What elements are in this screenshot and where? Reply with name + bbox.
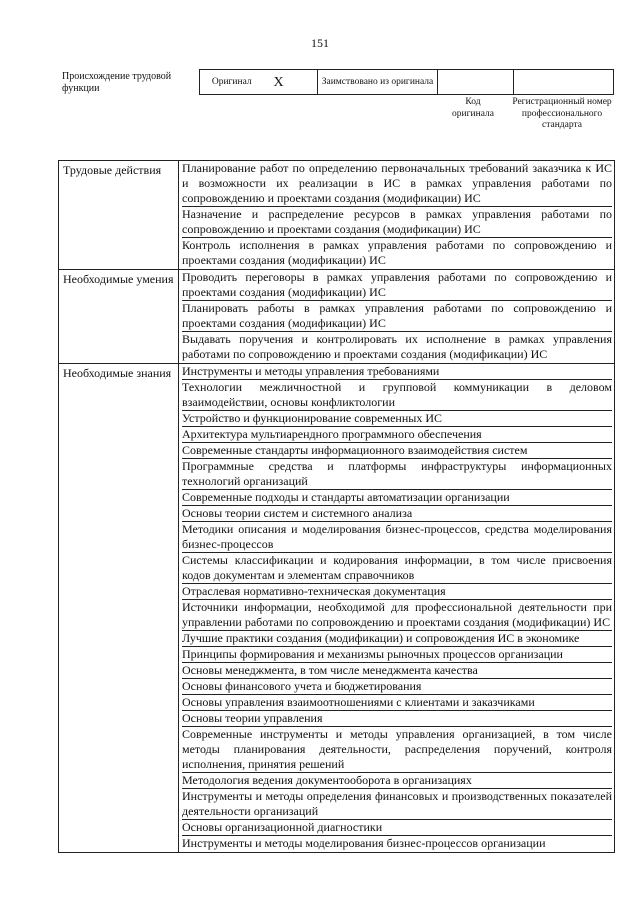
list-item: Основы организационной диагностики — [182, 819, 612, 835]
list-item: Современные инструменты и методы управления организацией, в том числе методы планирования деятельности, распределения поручений, контроля исполнения, принятия решений — [182, 727, 612, 771]
list-item: Назначение и распределение ресурсов в рамках управления работами по сопровождению и проектами создания (модификации) ИС — [182, 207, 612, 236]
list-item: Инструменты и методы моделирования бизнес-процессов организации — [182, 835, 612, 851]
section-items — [179, 270, 615, 364]
original-mark: X — [264, 70, 318, 95]
reg-number-cell — [514, 70, 614, 95]
code-cell — [438, 70, 514, 95]
list-item: Планировать работы в рамках управления работами по сопровождению и проектами создания (модификации) ИС — [182, 301, 612, 330]
list-item: Основы теории систем и системного анализа — [182, 505, 612, 521]
list-item: Основы теории управления — [182, 710, 612, 726]
list-item: Выдавать поручения и контролировать их исполнение в рамках управления работами по сопровождению и проектами создания (модификации) ИС — [182, 332, 612, 361]
list-item: Инструменты и методы определения финансовых и производственных показателей деятельности организаций — [182, 789, 612, 818]
section-items — [179, 364, 615, 853]
list-item: Принципы формирования и механизмы рыночных процессов организации — [182, 646, 612, 662]
list-item: Планирование работ по определению первоначальных требований заказчика к ИС и возможности их реализации в ИС в рамках управления работами по сопровождению и проектами создания (модификации) ИС — [182, 161, 612, 205]
list-item: Лучшие практики создания (модификации) и сопровождения ИС в экономике — [182, 630, 612, 646]
section-label: Необходимые знания — [59, 364, 179, 853]
code-caption: Код оригинала — [452, 97, 494, 119]
list-item: Устройство и функционирование современных ИС — [182, 410, 612, 426]
list-item: Технологии межличностной и групповой коммуникации в деловом взаимодействии, основы конфликтологии — [182, 380, 612, 409]
list-item: Программные средства и платформы инфраструктуры информационных технологий организаций — [182, 459, 612, 488]
section-label: Трудовые действия — [59, 161, 179, 270]
section-row — [59, 161, 615, 270]
list-item: Отраслевая нормативно-техническая документация — [182, 583, 612, 599]
section-row — [59, 364, 615, 853]
section-label: Необходимые умения — [59, 270, 179, 364]
list-item: Основы менеджмента, в том числе менеджмента качества — [182, 662, 612, 678]
list-item: Проводить переговоры в рамках управления работами по сопровождению и проектами создания (модификации) ИС — [182, 270, 612, 299]
list-item: Контроль исполнения в рамках управления работами по сопровождению и проектами создания (модификации) ИС — [182, 238, 612, 267]
list-item: Методология ведения документооборота в организациях — [182, 772, 612, 788]
reg-number-caption: Регистрационный номер профессионального стандарта — [512, 97, 612, 130]
list-item: Инструменты и методы управления требованиями — [182, 364, 440, 378]
labor-function-table — [58, 160, 615, 853]
section-items — [179, 161, 615, 270]
list-item: Современные стандарты информационного взаимодействия систем — [182, 442, 612, 458]
list-item: Методики описания и моделирования бизнес-процессов, средства моделирования бизнес-процессов — [182, 522, 612, 551]
list-item: Архитектура мультиарендного программного обеспечения — [182, 426, 612, 442]
borrowed-label: Заимствовано из оригинала — [318, 70, 438, 95]
section-row — [59, 270, 615, 364]
origin-table — [199, 69, 614, 95]
list-item: Современные подходы и стандарты автоматизации организации — [182, 489, 612, 505]
list-item: Основы финансового учета и бюджетирования — [182, 678, 612, 694]
list-item: Основы управления взаимоотношениями с клиентами и заказчиками — [182, 694, 612, 710]
original-label: Оригинал — [200, 70, 264, 95]
list-item: Системы классификации и кодирования информации, в том числе присвоения кодов документам и элементам справочников — [182, 553, 612, 582]
page-number: 151 — [311, 36, 329, 50]
origin-label: Происхождение трудовой функции — [62, 71, 172, 94]
list-item: Источники информации, необходимой для профессиональной деятельности при управлении работами по сопровождению и проектами создания (модификации) ИС — [182, 600, 612, 629]
